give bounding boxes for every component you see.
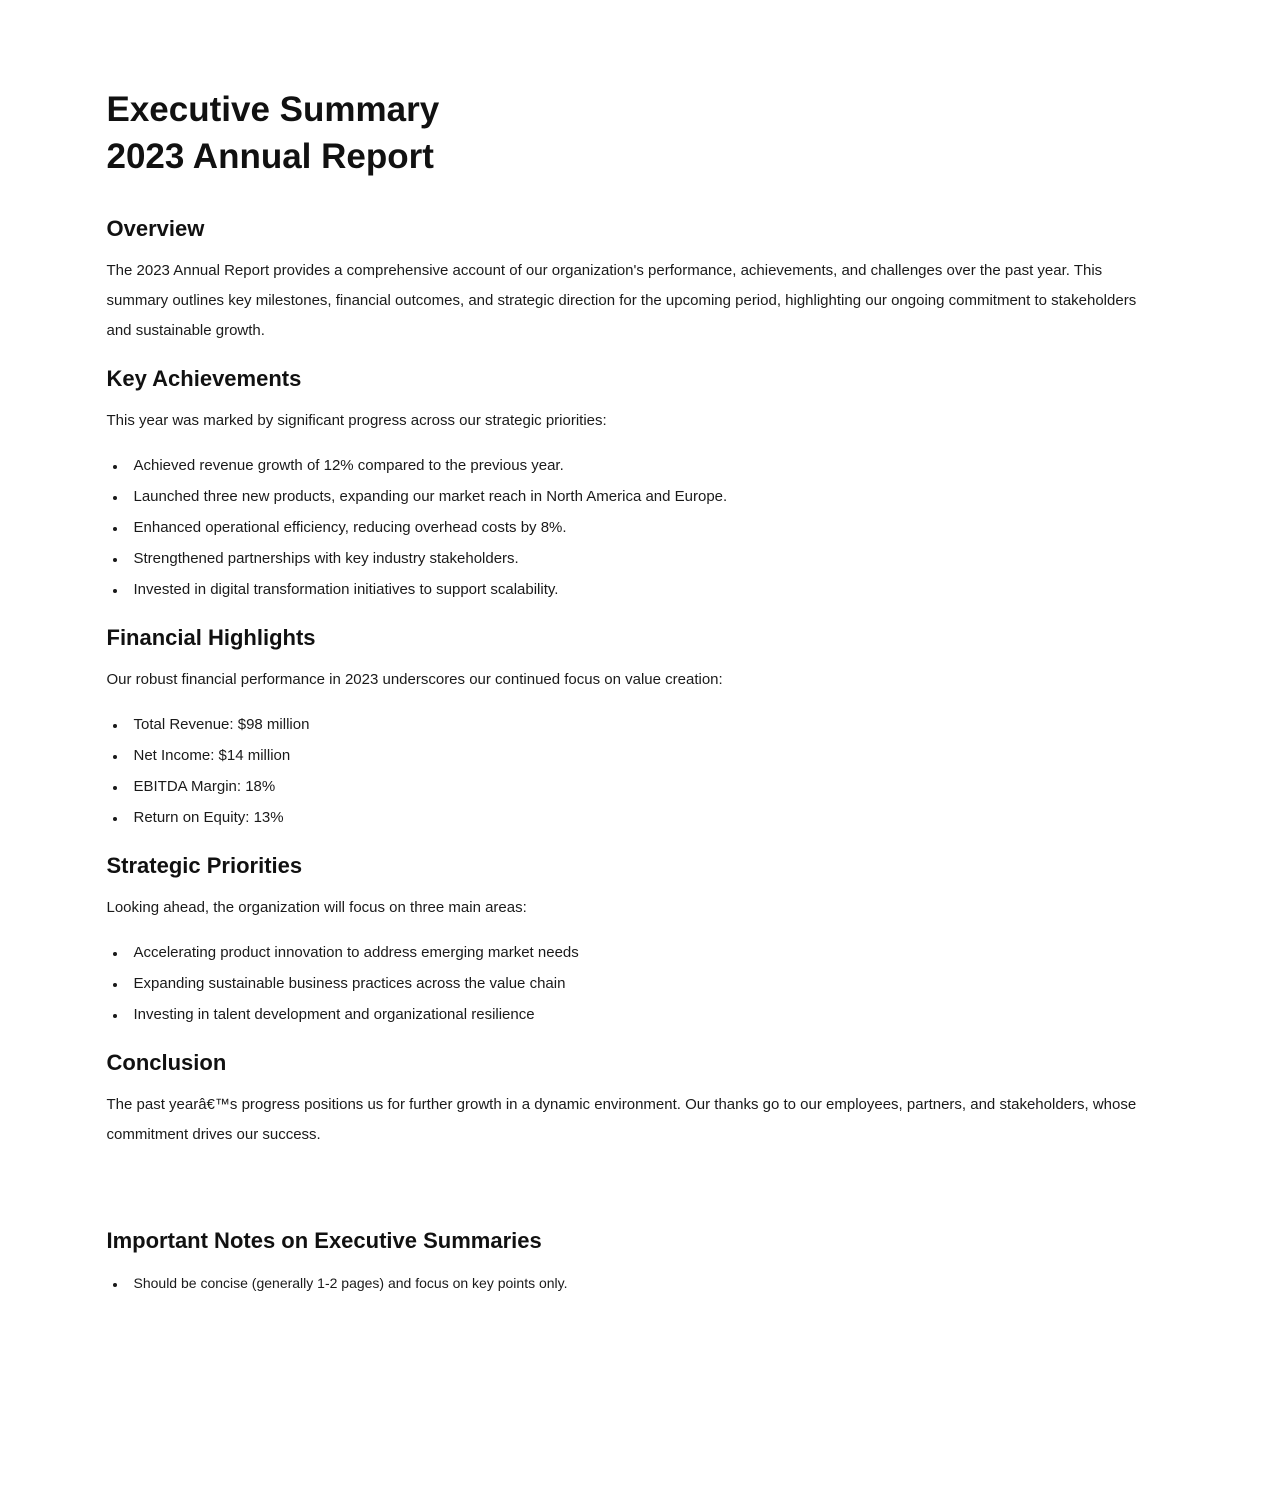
key-achievements-list [107,450,1157,605]
section-overview [107,196,1157,346]
list-item: • Launched three new products, expanding our market reach in North America and Europe. [127,481,1157,512]
section-key-achievements-intro: This year was marked by significant progress across our strategic priorities: [106,412,607,429]
strategic-priorities-list [107,937,1157,1030]
financial-highlights-list [107,709,1157,833]
document-title [107,86,1157,180]
important-notes-list [107,1268,1157,1298]
section-conclusion [107,1030,1157,1150]
list-item: • Should be concise (generally 1-2 pages) and focus on key points only. [127,1268,1157,1298]
title-line-2: 2023 Annual Report [106,137,434,176]
section-overview-paragraph: The 2023 Annual Report provides a comprehensive account of our organization's performance, achievements, and challenges over the past year. This summary outlines key milestones, financial outcomes, and strategic direction for the upcoming period, highlighting our ongoing commitment to stakeholders and sustainable growth. [106,262,1137,339]
list-item: • Strengthened partnerships with key industry stakeholders. [127,543,1157,574]
list-item: • Investing in talent development and organizational resilience [127,999,1157,1030]
section-important-notes [107,1150,1157,1298]
list-item: • EBITDA Margin: 18% [127,771,1157,802]
section-financial-highlights-heading: Financial Highlights [106,625,316,650]
list-item: • Invested in digital transformation initiatives to support scalability. [127,574,1157,605]
section-conclusion-paragraph: The past yearâ€™s progress positions us for further growth in a dynamic environment. Our thanks go to our employees, partners, and stakeholders, whose commitment drives our success. [106,1096,1137,1143]
title-line-1: Executive Summary [106,90,440,129]
list-item: • Return on Equity: 13% [127,802,1157,833]
section-key-achievements-heading: Key Achievements [106,366,302,391]
section-strategic-priorities-intro: Looking ahead, the organization will focus on three main areas: [106,899,527,916]
document-page [107,0,1157,1478]
section-overview-heading: Overview [106,216,205,241]
list-item: • Achieved revenue growth of 12% compared to the previous year. [127,450,1157,481]
section-key-achievements [107,346,1157,605]
section-conclusion-heading: Conclusion [106,1050,227,1075]
section-strategic-priorities [107,833,1157,1030]
section-financial-highlights-intro: Our robust financial performance in 2023 underscores our continued focus on value creation: [106,671,723,688]
section-strategic-priorities-heading: Strategic Priorities [106,853,303,878]
list-item: • Enhanced operational efficiency, reducing overhead costs by 8%. [127,512,1157,543]
list-item: • Total Revenue: $98 million [127,709,1157,740]
list-item: • Expanding sustainable business practices across the value chain [127,968,1157,999]
list-item: • Accelerating product innovation to address emerging market needs [127,937,1157,968]
section-important-notes-heading: Important Notes on Executive Summaries [106,1228,542,1253]
section-financial-highlights [107,605,1157,833]
list-item: • Net Income: $14 million [127,740,1157,771]
